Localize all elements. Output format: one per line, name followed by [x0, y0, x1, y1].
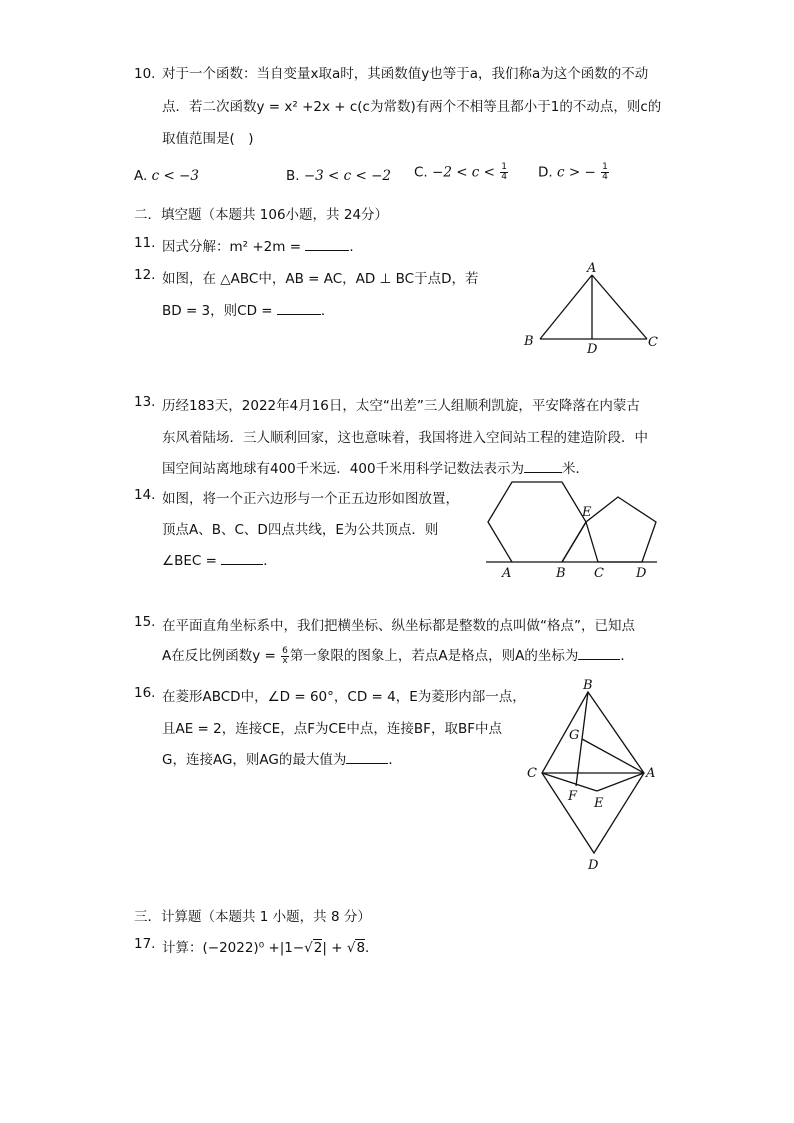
q17-pre: 计算：(−2022)⁰ +|1− — [162, 940, 305, 956]
section-2-title: 二．填空题（本题共 106小题，共 24分） — [134, 207, 389, 223]
q16-line-2: 且AE = 2，连接CE，点F为CE中点，连接BF，取BF中点 — [162, 721, 502, 737]
q14-line-2: 顶点A、B、C、D四点共线，E为公共顶点．则 — [162, 522, 439, 538]
q16-line-1: 在菱形ABCD中，∠D = 60°，CD = 4，E为菱形内部一点， — [162, 689, 526, 705]
q12-label-d: D — [587, 342, 598, 357]
q10-option-b-text: −3 < c < −2 — [303, 168, 392, 184]
q12-label-b: B — [524, 334, 534, 349]
q10-option-c-label: C. — [414, 164, 428, 181]
q17-sqrt-2: 2 — [313, 940, 323, 956]
q16-label-g: G — [569, 728, 580, 743]
q15-number: 15. — [134, 614, 156, 630]
q13-line-1: 历经183天，2022年4月16日，太空“出差”三人组顺利凯旋，平安降落在内蒙古 — [162, 398, 640, 414]
q12-number: 12. — [134, 267, 156, 283]
q10-line-1: 对于一个函数：当自变量x取a时，其函数值y也等于a，我们称a为这个函数的不动 — [162, 66, 649, 82]
q16-number: 16. — [134, 685, 156, 701]
q17-end: ． — [365, 940, 379, 956]
q14-number: 14. — [134, 487, 156, 503]
q17-expression — [162, 936, 379, 956]
q16-label-c: C — [527, 766, 537, 781]
q16-body: G，连接AG，则AG的最大值为 — [162, 752, 347, 768]
q17-mid: | + — [322, 940, 347, 956]
q16-label-b: B — [583, 678, 593, 693]
section-3-title: 三．计算题（本题共 1 小题，共 8 分） — [134, 909, 371, 925]
q11-body: 因式分解：m² +2m = — [162, 239, 306, 255]
q13-number: 13. — [134, 394, 156, 410]
q16-label-d: D — [588, 858, 599, 873]
q14-end: ． — [263, 553, 277, 569]
q17-sqrt-8: 8 — [356, 940, 366, 956]
q12-label-c: C — [648, 335, 658, 350]
q16-label-a: A — [646, 766, 656, 781]
q10-option-a-text: c < −3 — [151, 168, 199, 184]
q15-line-1: 在平面直角坐标系中，我们把横坐标、纵坐标都是整数的点叫做“格点”，已知点 — [162, 618, 635, 634]
q13-body: 国空间站离地球有400千米远．400千米用科学记数法表示为 — [162, 461, 525, 477]
q13-end: 米． — [562, 461, 590, 477]
q10-option-c-numerator: 1 — [501, 162, 508, 172]
q14-body: ∠BEC = — [162, 553, 222, 569]
q10-option-c-denominator: 4 — [501, 172, 508, 182]
q16-label-f: F — [568, 789, 578, 804]
q16-end: ． — [388, 752, 402, 768]
q10-option-d-denominator: 4 — [602, 172, 608, 182]
q10-line-2: 点．若二次函数y = x² +2x + c(c为常数)有两个不相等且都小于1的不动点，则c的 — [162, 99, 662, 115]
q10-option-c-text: −2 < c < — [432, 164, 495, 181]
q12-body: BD = 3，则CD = — [162, 303, 277, 319]
q10-option-d-numerator: 1 — [602, 162, 608, 172]
q14-label-a: A — [502, 566, 512, 581]
q14-label-c: C — [594, 566, 604, 581]
q10-number: 10. — [134, 66, 156, 82]
q10-option-a-label: A. — [134, 168, 148, 184]
q16-label-e: E — [594, 796, 604, 811]
q10-option-d-text: c > − — [556, 164, 596, 181]
q12-label-a: A — [587, 261, 597, 276]
q15-body-pre: A在反比例函数y = — [162, 648, 281, 664]
q17-sqrt-sign-1: √ — [304, 940, 313, 956]
q15-body-post: 第一象限的图象上，若点A是格点，则A的坐标为 — [289, 648, 579, 664]
q13-line-2: 东风着陆场．三人顺利回家，这也意味着，我国将进入空间站工程的建造阶段．中 — [162, 430, 648, 446]
q15-fraction-numerator: 6 — [282, 645, 288, 656]
q15-fraction-denominator: x — [282, 655, 288, 666]
q12-end: ． — [320, 303, 335, 319]
q15-end: ． — [620, 648, 634, 664]
q14-label-d: D — [636, 566, 647, 581]
q10-option-b-label: B. — [286, 168, 300, 184]
q11-number: 11. — [134, 235, 156, 251]
q16-rhombus-lines — [542, 692, 644, 853]
q11-end: ． — [349, 239, 363, 255]
q17-number: 17. — [134, 936, 156, 952]
q14-label-b: B — [556, 566, 566, 581]
q10-option-d-label: D. — [538, 164, 553, 181]
q17-sqrt-sign-2: √ — [346, 940, 356, 956]
q10-line-3: 取值范围是( ) — [162, 131, 254, 147]
q12-line-1: 如图，在 △ABC中，AB = AC，AD ⊥ BC于点D，若 — [162, 271, 479, 287]
q14-line-1: 如图，将一个正六边形与一个正五边形如图放置， — [162, 491, 459, 507]
q14-label-e: E — [582, 505, 592, 520]
